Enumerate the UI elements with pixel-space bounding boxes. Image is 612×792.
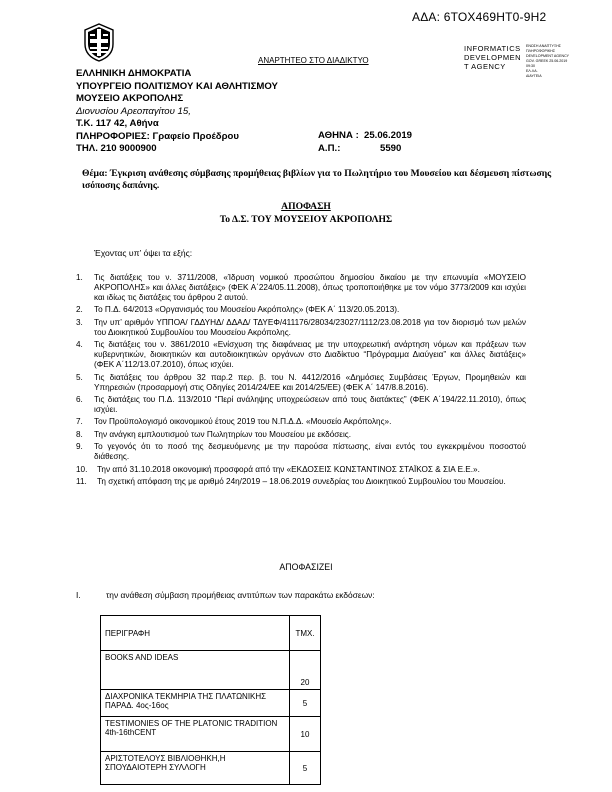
table-header-row: [101, 616, 321, 651]
book-title: ΑΡΙΣΤΟΤΕΛΟΥΣ ΒΙΒΛΙΟΘΗΚΗ,Η ΣΠΟΥΔΑΙΟΤΕΡΗ ΣΥΛΛΟΓΗ: [101, 752, 290, 785]
date-protocol-block: [318, 130, 413, 155]
logo-title: INFORMATICS DEVELOPMEN T AGENCY: [464, 44, 522, 71]
decision-title: ΑΠΟΦΑΣΗ: [281, 201, 331, 212]
book-title: TESTIMONIES OF THE PLATONIC TRADITION 4th-16thCENT: [101, 717, 290, 752]
logo-subtitle: ΕΝΩΣΗ ΑΝΑΠΤΥΞΗΣ ΠΛΗΡΟΦΟΡΙΚΗΣ DEVELOPMENT AGENCY GOV. GREEK 25.06.2019 09:30 ΕΛ.ΛΑ. ΔΙΑΥΓΕΙΑ: [526, 44, 570, 78]
protocol-value: 5590: [380, 142, 402, 154]
decision-heading: [0, 201, 612, 226]
informatics-agency-logo: [464, 44, 584, 78]
list-item: 7. Τον Προϋπολογισμό οικονομικού έτους 2019 του Ν.Π.Δ.Δ. «Μουσείο Ακρόπολης».: [76, 417, 392, 427]
header-postcode: Τ.Κ. 117 42, Αθήνα: [76, 118, 159, 129]
header-phone: ΤΗΛ. 210 9000900: [76, 143, 157, 154]
section-text: την ανάθεση σύμβαση προμήθειας αντιτύπων των παρακάτω εκδόσεων:: [106, 590, 375, 600]
list-item: 9. Το γεγονός ότι το ποσό της δεσμευόμενης με την παρούσα πίστωσης, είναι εντός του εγκεκριμένου ποσοστού διάθεσης.: [76, 442, 526, 462]
book-quantity: 10: [290, 717, 321, 752]
header-quantity: ΤΜΧ.: [290, 616, 321, 651]
header-address: Διονυσίου Αρεοπαγίτου 15,: [76, 105, 191, 117]
list-item: 11. Τη σχετική απόφαση της με αριθμό 24η/2019 – 18.06.2019 συνεδρίας του Διοικητικού Συμβουλίου του Μουσείου.: [76, 476, 506, 486]
header-country: ΕΛΛΗΝΙΚΗ ΔΗΜΟΚΡΑΤΙΑ: [76, 68, 192, 79]
book-quantity: 5: [290, 752, 321, 785]
table-row: [101, 717, 321, 752]
header-info: ΠΛΗΡΟΦΟΡΙΕΣ: Γραφείο Προέδρου: [76, 130, 239, 142]
list-item: 2. Το Π.Δ. 64/2013 «Οργανισμός του Μουσείου Ακρόπολης» (ΦΕΚ Α΄ 113/20.05.2013).: [76, 305, 400, 315]
books-table: [100, 615, 321, 785]
list-item: 8. Την ανάγκη εμπλουτισμού των Πωλητηρίων του Μουσείου με εκδόσεις.: [76, 429, 351, 439]
book-title: ΔΙΑΧΡΟΝΙΚΑ ΤΕΚΜΗΡΙΑ ΤΗΣ ΠΛΑΤΩΝΙΚΗΣ ΠΑΡΑΔ. 4ος-16ος: [101, 690, 290, 717]
date-value: 25.06.2019: [364, 130, 413, 141]
table-row: [101, 651, 321, 690]
section-number: Ι.: [76, 590, 81, 600]
intro-text: Έχοντας υπ’ όψει τα εξής:: [94, 248, 193, 258]
ada-code: ΑΔΑ: 6ΤΟΧ469ΗΤ0-9Η2: [412, 10, 547, 24]
list-item: 1. Τις διατάξεις του ν. 3711/2008, «Ίδρυση νομικού προσώπου δημοσίου δικαίου με την επωνυμία «ΜΟΥΣΕΙΟ ΑΚΡΟΠΟΛΗΣ» και άλλες διατάξεις» (ΦΕΚ Α΄224/05.11.2008), όπως τροποποιήθηκε με τον νόμο 3773/2009 και ισχύει και ιδίως τις διατάξεις του άρθρου 2 αυτού.: [76, 273, 526, 302]
subject-line: Θέμα: Έγκριση ανάθεσης σύμβασης προμήθειας βιβλίων για το Πωλητήριο του Μουσείου και δέσμευση πίστωσης ισόποσης δαπάνης.: [82, 168, 552, 191]
date-label: ΑΘΗΝΑ :: [318, 130, 359, 141]
table-row: [101, 690, 321, 717]
header-description: ΠΕΡΙΓΡΑΦΗ: [101, 616, 290, 651]
list-item: 3. Την υπ’ αριθμόν ΥΠΠΟΑ/ ΓΔΔΥΗΔ/ ΔΔΑΔ/ ΤΔΥΕΦ/411176/28034/23027/1112/23.08.2018 για τον διορισμό των μελών του Διοικητικού Συμβουλίου του Μουσείου Ακρόπολης.: [76, 317, 526, 337]
book-title: BOOKS AND IDEAS: [101, 651, 290, 690]
list-item: 6. Τις διατάξεις του Π.Δ. 113/2010 “Περί ανάληψης υποχρεώσεων από τους διατάκτες” (ΦΕΚ Α΄194/22.11.2010), όπως ισχύει.: [76, 394, 526, 414]
header-ministry: ΥΠΟΥΡΓΕΙΟ ΠΟΛΙΤΙΣΜΟΥ ΚΑΙ ΑΘΛΗΤΙΣΜΟΥ: [76, 80, 278, 92]
posted-online-label: ΑΝΑΡΤΗΤΕΟ ΣΤΟ ΔΙΑΔΙΚΤΥΟ: [258, 56, 369, 65]
book-quantity: 20: [290, 651, 321, 690]
greek-emblem-icon: [82, 22, 116, 62]
header-museum: ΜΟΥΣΕΙΟ ΑΚΡΟΠΟΛΗΣ: [76, 93, 184, 104]
list-item: 5. Τις διατάξεις του άρθρου 32 παρ.2 περ. β. του Ν. 4412/2016 «Δημόσιες Συμβάσεις Έργων, Προμηθειών και Υπηρεσιών (προσαρμογή στις Οδηγίες 2014/24/ΕΕ και 2014/25/ΕΕ) (ΦΕΚ Α΄ 147/8.8.2016).: [76, 372, 526, 392]
decides-heading: ΑΠΟΦΑΣΙΖΕΙ: [279, 562, 333, 572]
list-item: 10. Την από 31.10.2018 οικονομική προσφορά από την «ΕΚΔΟΣΕΙΣ ΚΩΝΣΤΑΝΤΙΝΟΣ ΣΤΑΪΚΟΣ & ΣΙΑ Ε.Ε.».: [76, 464, 480, 474]
decision-body: Το Δ.Σ. ΤΟΥ ΜΟΥΣΕΙΟΥ ΑΚΡΟΠΟΛΗΣ: [219, 213, 393, 225]
considerations-list: [76, 273, 526, 489]
sender-header: [76, 68, 278, 156]
book-quantity: 5: [290, 690, 321, 717]
protocol-label: Α.Π.:: [318, 142, 341, 154]
table-row: [101, 752, 321, 785]
list-item: 4. Τις διατάξεις του ν. 3861/2010 «Ενίσχυση της διαφάνειας με την υποχρεωτική ανάρτηση νόμων και πράξεων των κυβερνητικών, διοικητικών και αυτοδιοικητικών οργάνων στο Διαδίκτυο “Πρόγραμμα Διαύγεια” και άλλες διατάξεις» (ΦΕΚ Α΄112/13.07.2010), όπως ισχύει.: [76, 340, 526, 370]
